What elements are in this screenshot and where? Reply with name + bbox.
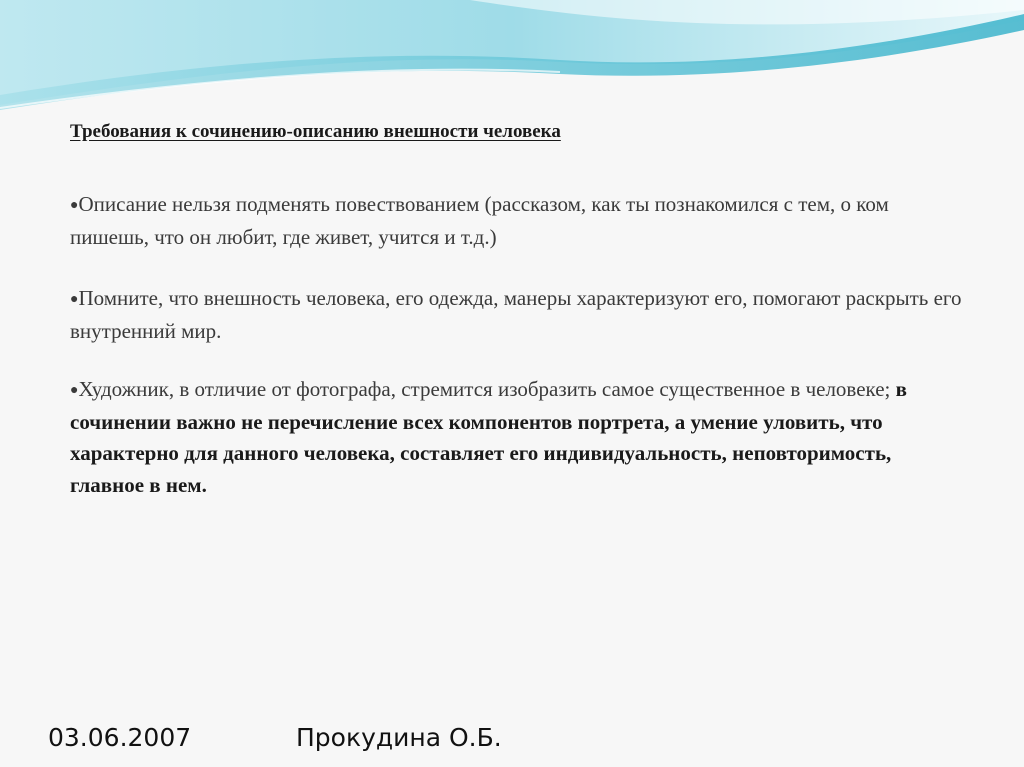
footer-date: 03.06.2007 (48, 723, 192, 752)
bullet-text: Помните, что внешность человека, его одежда, манеры характеризуют его, помогают раскрыть его внутренний мир. (70, 286, 962, 343)
slide-title: Требования к сочинению-описанию внешности человека (70, 121, 561, 142)
bullet-marker: ● (70, 198, 79, 213)
bullet-text: Описание нельзя подменять повествованием (рассказом, как ты познакомился с тем, о ком пишешь, что он любит, где живет, учится и т.д.) (70, 192, 889, 249)
bullet-emphasis-text: в сочинении важно не перечисление всех компонентов портрета, а умение уловить, что характерно для данного человека, составляет его индивидуальность, неповторимость, главное в нем. (70, 377, 907, 497)
bullet-marker: ● (70, 292, 79, 307)
bullet-item-1 (70, 189, 970, 253)
footer-author: Прокудина О.Б. (296, 723, 502, 752)
bullet-item-3 (70, 374, 970, 501)
bullet-text: Художник, в отличие от фотографа, стремится изобразить самое существенное в человеке; (78, 377, 896, 401)
wave-decoration (0, 0, 1024, 120)
bullet-item-2 (70, 283, 970, 347)
bullet-marker: ● (70, 383, 79, 398)
